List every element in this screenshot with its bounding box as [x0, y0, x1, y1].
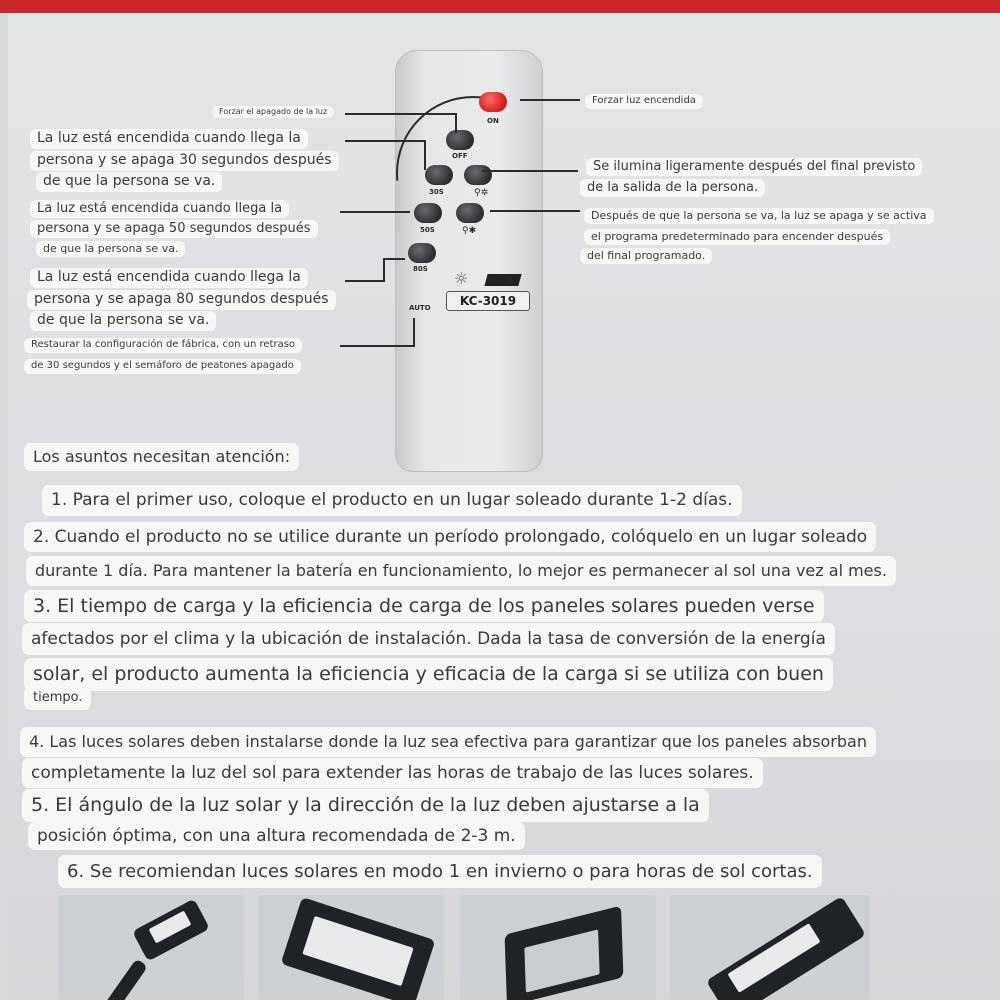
- callout-80s-line2: persona y se apaga 80 segundos después: [27, 290, 336, 310]
- product-image-2: [258, 895, 444, 1000]
- note-line-6: solar, el producto aumenta la eficiencia y eficacia de la carga si se utiliza con buen: [24, 658, 833, 691]
- auto-label: AUTO: [409, 304, 431, 312]
- battery-icon: [484, 274, 521, 286]
- 50s-label: 50S: [420, 226, 435, 234]
- off-button: [446, 130, 474, 150]
- note-line-5: afectados por el clima y la ubicación de instalación. Dada la tasa de conversión de la energía: [22, 623, 835, 655]
- callout-factory-line2: de 30 segundos y el semáforo de peatones apagado: [24, 359, 301, 374]
- callout-50s-line2: persona y se apaga 50 segundos después: [30, 220, 318, 238]
- callout-force-on: Forzar luz encendida: [585, 94, 703, 109]
- on-label: ON: [487, 117, 499, 125]
- connector-30s-drop: [424, 140, 426, 170]
- connector-80s-top: [383, 258, 405, 260]
- callout-force-off: Forzar el apagado de la luz: [212, 106, 334, 118]
- note-line-11: posición óptima, con una altura recomendada de 2-3 m.: [28, 822, 525, 850]
- top-red-band: [0, 0, 1000, 13]
- callout-50s-line1: La luz está encendida cuando llega la: [30, 200, 289, 218]
- sun-icon: ☼: [454, 269, 469, 288]
- notes-heading: Los asuntos necesitan atención:: [24, 443, 299, 471]
- connector-factory-up: [413, 318, 415, 347]
- program-button: [456, 203, 484, 223]
- callout-30s-line2: persona y se apaga 30 segundos después: [30, 151, 339, 171]
- connector-program: [490, 210, 580, 212]
- 80s-button: [408, 243, 436, 263]
- 30s-label: 30S: [429, 188, 444, 196]
- program-mode-icon: ⚲✱: [462, 226, 477, 236]
- note-line-12: 6. Se recomiendan luces solares en modo 1 en invierno o para horas de sol cortas.: [58, 855, 822, 888]
- note-line-10: 5. El ángulo de la luz solar y la dirección de la luz deben ajustarse a la: [22, 789, 709, 822]
- note-line-2: 2. Cuando el producto no se utilice durante un período prolongado, colóquelo en un lugar soleado: [24, 522, 876, 552]
- product-image-1: [58, 895, 244, 1000]
- off-label: OFF: [452, 152, 468, 160]
- callout-factory-line1: Restaurar la configuración de fábrica, con un retraso: [24, 338, 302, 353]
- connector-force-off: [345, 113, 457, 115]
- callout-program-line1: Después de que la persona se va, la luz se apaga y se activa: [584, 208, 934, 224]
- connector-80s-up: [383, 258, 385, 282]
- note-line-9: completamente la luz del sol para extender las horas de trabajo de las luces solares.: [22, 758, 763, 788]
- connector-50s: [340, 211, 410, 213]
- note-line-3: durante 1 día. Para mantener la batería en funcionamiento, lo mejor es permanecer al sol una vez al mes.: [26, 556, 896, 586]
- note-line-7: tiempo.: [24, 686, 91, 710]
- connector-dim: [482, 170, 578, 172]
- connector-factory: [340, 345, 415, 347]
- on-button: [479, 92, 507, 112]
- callout-30s-line3: de que la persona se va.: [36, 172, 222, 192]
- callout-program-line3: del final programado.: [580, 248, 712, 264]
- note-line-1: 1. Para el primer uso, coloque el producto en un lugar soleado durante 1-2 días.: [42, 485, 742, 516]
- product-image-3: [460, 895, 656, 1000]
- connector-30s: [345, 140, 425, 142]
- connector-force-on: [520, 99, 580, 101]
- model-number: KC-3019: [446, 291, 530, 311]
- callout-dim-line1: Se ilumina ligeramente después del final previsto: [586, 158, 922, 176]
- dim-button: [464, 165, 492, 185]
- callout-80s-line3: de que la persona se va.: [30, 311, 216, 331]
- 80s-label: 80S: [413, 265, 428, 273]
- callout-dim-line2: de la salida de la persona.: [580, 179, 765, 197]
- dim-mode-icon: ⚲✲: [474, 188, 489, 198]
- product-image-4: [670, 895, 870, 1000]
- 30s-button: [425, 165, 453, 185]
- callout-50s-line3: de que la persona se va.: [36, 241, 185, 257]
- note-line-8: 4. Las luces solares deben instalarse donde la luz sea efectiva para garantizar que los paneles absorban: [20, 727, 876, 757]
- callout-80s-line1: La luz está encendida cuando llega la: [30, 268, 308, 288]
- connector-80s: [345, 280, 385, 282]
- connector-force-off-drop: [455, 113, 457, 133]
- 50s-button: [414, 203, 442, 223]
- callout-program-line2: el programa predeterminado para encender después: [584, 229, 890, 245]
- note-line-4: 3. El tiempo de carga y la eficiencia de carga de los paneles solares pueden verse: [24, 590, 824, 622]
- callout-30s-line1: La luz está encendida cuando llega la: [30, 129, 308, 149]
